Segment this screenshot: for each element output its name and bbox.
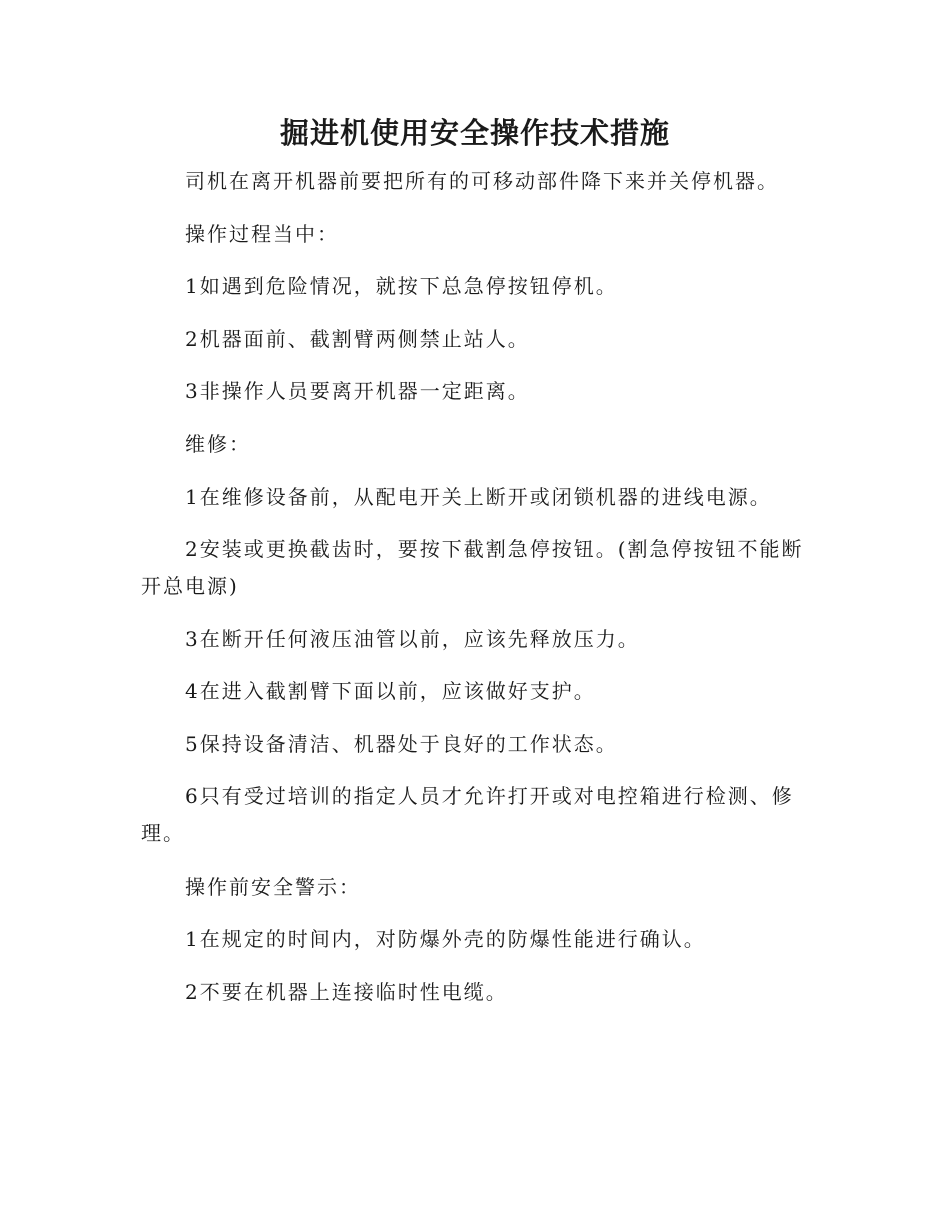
- list-item: 1在维修设备前，从配电开关上断开或闭锁机器的进线电源。: [185, 485, 772, 509]
- list-item: 5保持设备清洁、机器处于良好的工作状态。: [185, 732, 618, 756]
- list-item: 1在规定的时间内，对防爆外壳的防爆性能进行确认。: [185, 927, 706, 951]
- list-item: 3在断开任何液压油管以前，应该先释放压力。: [185, 627, 640, 651]
- section-heading-safety-warning: 操作前安全警示：: [185, 875, 361, 899]
- section-heading-maintenance: 维修：: [185, 432, 251, 456]
- list-item: 6只有受过培训的指定人员才允许打开或对电控箱进行检测、修理。: [141, 784, 794, 845]
- section-heading-operation: 操作过程当中：: [185, 222, 339, 246]
- list-item: 1如遇到危险情况，就按下总急停按钮停机。: [185, 274, 618, 298]
- document-title: 掘进机使用安全操作技术措施: [279, 116, 670, 150]
- list-item: 2机器面前、截割臂两侧禁止站人。: [185, 327, 530, 351]
- paragraph-intro: 司机在离开机器前要把所有的可移动部件降下来并关停机器。: [185, 169, 779, 193]
- list-item: 3非操作人员要离开机器一定距离。: [185, 379, 530, 403]
- list-item: 2安装或更换截齿时，要按下截割急停按钮。(割急停按钮不能断开总电源): [141, 537, 804, 598]
- list-item: 2不要在机器上连接临时性电缆。: [185, 980, 508, 1004]
- list-item: 4在进入截割臂下面以前，应该做好支护。: [185, 679, 596, 703]
